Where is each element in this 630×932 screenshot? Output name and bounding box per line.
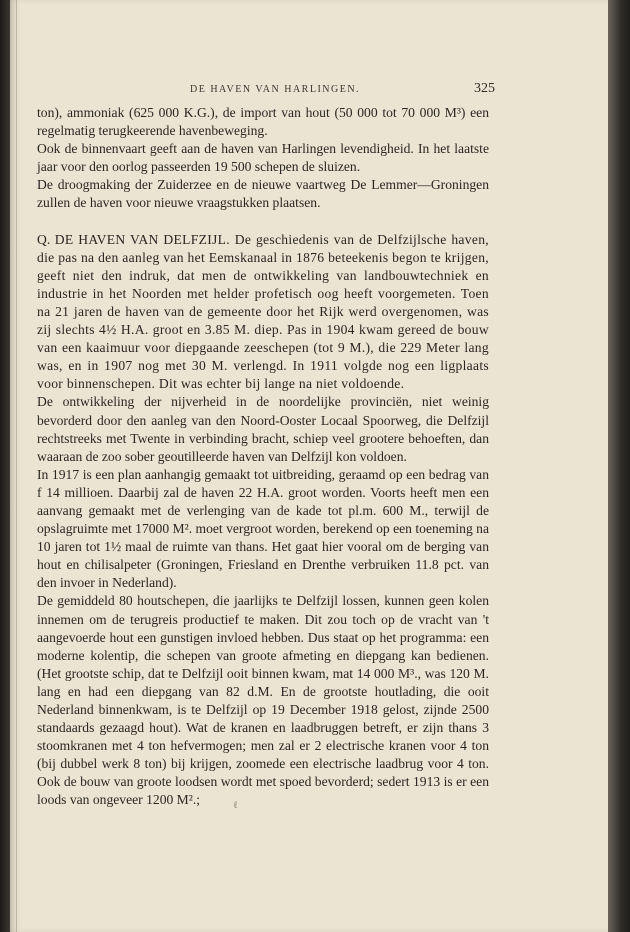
- running-header: DE HAVEN VAN HARLINGEN.: [190, 84, 361, 95]
- paragraph-3: De droogmaking der Zuiderzee en de nieuwe vaartweg De Lemmer—Groningen zullen de haven voor nieuwe vraagstukken plaatsen.: [37, 177, 489, 211]
- paragraph-4: DE HAVEN VAN DELFZIJL. De geschiedenis van de Delfzijlsche haven, die pas na den aanleg van het Eemskanaal in 1876 beteekenis begon te krijgen, geeft niet den indruk, dat men de ontwikkeling van landbouwtechniek en industrie in het Noorden met helder profetisch oog heeft voorgemeten. Toen na 21 jaren de haven van de gemeente door het Rijk werd overgenomen, was zij slechts 4½ H.A. groot en 3.85 M. diep. Pas in 1904 kwam gereed de bouw van een kaaimuur voor diepgaande zeeschepen (tot 9 M.), die 229 Meter lang was, en in 1907 nog met 30 M. verlengd. In 1911 volgde nog een ligplaats voor binnenschepen. Dit was echter bij lange na niet voldoende.: [37, 231, 489, 392]
- page-edge-shadow: [608, 0, 630, 932]
- page-number: 325: [474, 81, 495, 96]
- section-delfzijl: [37, 231, 489, 394]
- section-label: Q.: [37, 231, 51, 247]
- paragraph-7: De gemiddeld 80 houtschepen, die jaarlijks te Delfzijl lossen, kunnen geen kolen innemen om de terugreis productief te maken. Dit zou toch op de vracht van 't aangevoerde hout een gunstigen invloed hebben. Dus staat op het programma: een moderne kolentip, die schepen van groote afmeting en diepgang kan bedienen. (Het grootste schip, dat te Delfzijl ooit binnen kwam, mat 14 000 M³., was 120 M. lang en had een diepgang van 82 d.M. En de grootste houtlading, die ooit Nederland binnenkwam, is te Delfzijl op 19 December 1918 gelost, zijnde 2500 standaards gezaagd hout). Wat de kranen en laadbruggen betreft, er zijn thans 3 stoomkranen met 4 ton hefvermogen; men zal er 2 electrische kranen voor 4 ton (bij dubbel werk 8 ton) bij krijgen, zoomede een electrische laadbrug voor 4 ton. Ook de bouw van groote loodsen wordt met spoed bevorderd; sedert 1913 is er een loods van ongeveer 1200 M².;: [37, 593, 489, 808]
- book-gutter-shadow: [0, 0, 10, 932]
- paragraph-1: ton), ammoniak (625 000 K.G.), de import van hout (50 000 tot 70 000 M³) een regelmatig terugkeerende havenbeweging.: [37, 105, 489, 139]
- paragraph-2: Ook de binnenvaart geeft aan de haven van Harlingen levendigheid. In het laatste jaar voor den oorlog passeerden 19 500 schepen de sluizen.: [37, 141, 489, 175]
- spine-line: [16, 0, 17, 932]
- paragraph-6: In 1917 is een plan aanhangig gemaakt tot uitbreiding, geraamd op een bedrag van f 14 millioen. Daarbij zal de haven 22 H.A. groot worden. Voorts heeft men een aanvang gemaakt met de verlenging van de kade tot pl.m. 600 M., terwijl de opslagruimte met 17000 M². moet vergroot worden, berekend op een toeneming na 10 jaren tot 1½ maal de ruimte van thans. Het gaat hier vooral om de berging van hout en chilisalpeter (Groningen, Friesland en Drenthe verbruiken 11.8 pct. van den invoer in Nederland).: [37, 466, 489, 591]
- paragraph-5: De ontwikkeling der nijverheid in de noordelijke provinciën, niet weinig bevorderd door den aanleg van den Noord-Ooster Locaal Spoorweg, die Delfzijl rechtstreeks met Twente in verbinding bracht, schiep veel grootere behoeften, dan waaraan de zoo sober geoutilleerde haven van Delfzijl kon voldoen.: [37, 394, 489, 464]
- body-text: [37, 104, 489, 810]
- stray-ink-mark: ℓ: [233, 800, 238, 811]
